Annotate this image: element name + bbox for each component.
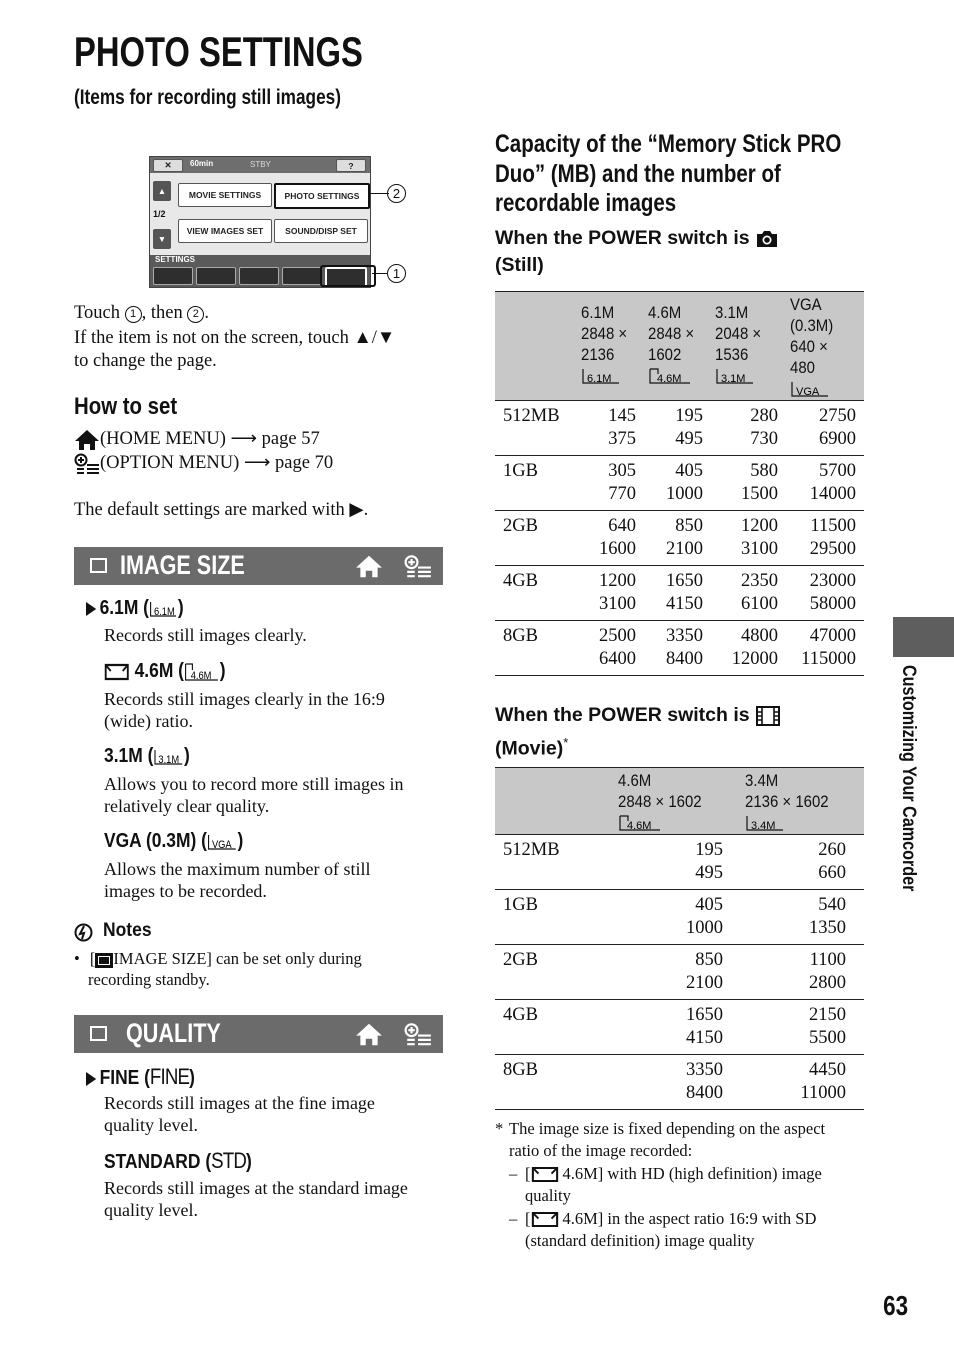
size-6-1m-heading: 6.1M ( 6.1M )	[86, 596, 184, 620]
quality-icon	[90, 1026, 107, 1041]
size-6-1m-icon	[581, 367, 621, 385]
svg-text:3.1M: 3.1M	[158, 753, 180, 766]
lcd-settings-label: SETTINGS	[155, 255, 196, 264]
page-change-instruction: If the item is not on the screen, touch ▲/▼	[74, 328, 396, 348]
how-to-set-heading: How to set	[74, 393, 178, 420]
size-vga-icon	[790, 380, 830, 398]
option-menu-icon	[404, 1022, 432, 1047]
table-header-corner	[495, 292, 577, 401]
size-4-6m-desc-2: (wide) ratio.	[104, 711, 193, 731]
table-header-row	[495, 292, 864, 401]
film-icon	[755, 705, 781, 727]
table-header-cell: 4.6M 2848 × 1602 4.6M	[644, 292, 711, 401]
callout-line-2	[369, 193, 389, 194]
table-row: 4GB 1200 3100 1650 4150 2350 6100 23000 58000	[495, 566, 864, 621]
page-subtitle: (Items for recording still images)	[74, 86, 341, 109]
notes-icon	[74, 923, 93, 942]
image-size-label: IMAGE SIZE	[120, 550, 245, 580]
page-number: 63	[883, 1290, 909, 1321]
svg-text:6.1M: 6.1M	[587, 373, 612, 385]
svg-text:3.1M: 3.1M	[721, 373, 746, 385]
home-icon	[355, 1022, 383, 1047]
fine-desc-2: quality level.	[104, 1115, 198, 1135]
table-row: 512MB 195 495 260 660	[495, 835, 864, 890]
size-3-1m-icon	[153, 747, 184, 767]
table-header-cell: 6.1M 2848 × 2136 6.1M	[577, 292, 644, 401]
table-row: 512MB 145 375 195 495 280 730 2750 6900	[495, 401, 864, 456]
note-item-cont: recording standby.	[88, 970, 210, 989]
lcd-sound-disp-button: SOUND/DISP SET	[274, 219, 368, 243]
size-4-6m-icon	[618, 814, 662, 832]
lcd-photo-settings-button: PHOTO SETTINGS	[274, 183, 370, 209]
camera-icon	[755, 229, 779, 249]
default-marker-icon	[86, 602, 96, 616]
svg-text:VGA: VGA	[796, 386, 820, 398]
size-6-1m-desc: Records still images clearly.	[104, 625, 307, 645]
lcd-movie-tab-icon	[153, 267, 193, 285]
table-row: 8GB 2500 6400 3350 8400 4800 12000 47000 115000	[495, 621, 864, 676]
lcd-help-button: ?	[336, 159, 366, 172]
option-menu-ref: (OPTION MENU) ⟶ page 70	[74, 452, 333, 475]
movie-heading: When the POWER switch is (Movie)*	[495, 702, 781, 763]
size-3-1m-icon	[715, 367, 755, 385]
standard-heading: STANDARD (STD)	[104, 1148, 252, 1173]
image-size-icon	[95, 953, 113, 968]
size-vga-desc-1: Allows the maximum number of still	[104, 859, 371, 879]
svg-text:VGA: VGA	[212, 838, 232, 851]
footnote-bullet-sd: – [ 4.6M] in the aspect ratio 16:9 with SD (standard definition) image quality	[509, 1209, 817, 1250]
lcd-display-tab-icon	[282, 267, 322, 285]
lcd-movie-settings-button: MOVIE SETTINGS	[178, 183, 272, 207]
footnote-bullet-hd: – [ 4.6M] with HD (high definition) image quality	[509, 1164, 822, 1205]
callout-line-1	[372, 273, 388, 274]
standard-desc-2: quality level.	[104, 1200, 198, 1220]
standard-desc-1: Records still images at the standard image	[104, 1178, 408, 1198]
inline-callout-1: 1	[125, 306, 142, 323]
option-menu-icon	[74, 453, 100, 475]
footnote-star: *	[495, 1119, 504, 1138]
svg-text:4.6M: 4.6M	[190, 669, 212, 682]
image-size-icon	[90, 558, 107, 573]
lcd-close-button: ✕	[153, 159, 183, 172]
size-3-4m-icon	[745, 814, 785, 832]
size-vga-icon	[207, 832, 238, 852]
size-3-1m-desc-1: Allows you to record more still images in	[104, 774, 404, 794]
quality-label: QUALITY	[126, 1018, 221, 1048]
home-menu-ref: (HOME MENU) ⟶ page 57	[74, 428, 320, 451]
note-bullet: •	[74, 949, 80, 968]
default-marker-icon	[86, 1072, 96, 1086]
chapter-tab-label: Customizing Your Camcorder	[898, 665, 919, 892]
lcd-view-images-button: VIEW IMAGES SET	[178, 219, 272, 243]
table-header-cell: 3.1M 2048 × 1536 3.1M	[711, 292, 786, 401]
size-4-6m-desc-1: Records still images clearly in the 16:9	[104, 689, 385, 709]
fine-heading: FINE (FINE)	[86, 1064, 195, 1090]
image-size-bar	[74, 547, 443, 585]
table-row: 1GB 305 770 405 1000 580 1500 5700 14000	[495, 456, 864, 511]
lcd-status: STBY	[250, 160, 271, 169]
size-3-1m-heading: 3.1M ( 3.1M )	[104, 744, 190, 767]
svg-text:4.6M: 4.6M	[657, 373, 682, 385]
table-row: 4GB 1650 4150 2150 5500	[495, 1000, 864, 1055]
lcd-page-indicator: 1/2	[153, 209, 166, 219]
table-header-corner	[495, 768, 614, 835]
touch-instruction: Touch 1 , then 2 .	[74, 303, 209, 323]
table-row: 2GB 640 1600 850 2100 1200 3100 11500 29500	[495, 511, 864, 566]
home-icon	[74, 429, 100, 451]
notes-heading: Notes	[74, 920, 156, 942]
lcd-play-tab-icon	[196, 267, 236, 285]
std-icon: STD	[211, 1148, 246, 1173]
size-vga-desc-2: images to be recorded.	[104, 881, 267, 901]
table-header-cell: 3.4M 2136 × 1602 3.4M	[741, 768, 864, 835]
option-menu-icon	[404, 554, 432, 579]
page-change-instruction-2: to change the page.	[74, 351, 217, 371]
callout-highlight-1	[320, 265, 376, 287]
fine-icon: FINE	[149, 1064, 190, 1089]
table-row: 1GB 405 1000 540 1350	[495, 890, 864, 945]
size-4-6m-heading: 4.6M ( 4.6M )	[104, 659, 225, 683]
svg-text:4.6M: 4.6M	[627, 820, 652, 832]
size-4-6m-icon	[648, 367, 692, 385]
capacity-heading: Capacity of the “Memory Stick PRO Duo” (MB) and the number of recordable images	[495, 130, 842, 217]
table-row: 8GB 3350 8400 4450 11000	[495, 1055, 864, 1110]
chapter-tab-marker	[893, 617, 954, 657]
lcd-battery: 60min	[190, 159, 214, 168]
size-3-1m-desc-2: relatively clear quality.	[104, 796, 270, 816]
fine-desc-1: Records still images at the fine image	[104, 1093, 375, 1113]
home-icon	[355, 554, 383, 579]
default-note: The default settings are marked with ▶.	[74, 500, 369, 520]
inline-callout-2: 2	[187, 306, 204, 323]
note-item: • [ IMAGE SIZE] can be set only during	[74, 949, 362, 968]
size-6-1m-icon	[149, 599, 178, 619]
wide-aspect-icon	[531, 1211, 559, 1228]
lcd-list-tab-icon	[239, 267, 279, 285]
svg-text:3.4M: 3.4M	[751, 820, 776, 832]
callout-1: 1	[387, 264, 406, 283]
footnote: * The image size is fixed depending on the aspect ratio of the image recorded: – [ 4.6M] with HD (high definition) image quality – [ 4.6M] in the aspect ratio 16:9 with SD (standard definition) image quality	[495, 1118, 867, 1251]
svg-text:6.1M: 6.1M	[154, 605, 175, 618]
movie-capacity-table	[495, 767, 864, 1110]
table-header-cell: VGA (0.3M) 640 × 480 VGA	[786, 292, 864, 401]
page-title: PHOTO SETTINGS	[74, 28, 363, 75]
still-capacity-table	[495, 291, 864, 676]
table-row: 2GB 850 2100 1100 2800	[495, 945, 864, 1000]
wide-aspect-icon	[104, 663, 130, 681]
size-vga-heading: VGA (0.3M) ( VGA )	[104, 829, 244, 852]
lcd-down-arrow-icon: ▼	[153, 229, 171, 249]
wide-aspect-icon	[531, 1166, 559, 1183]
still-heading: When the POWER switch is (Still)	[495, 225, 779, 279]
lcd-up-arrow-icon: ▲	[153, 181, 171, 201]
size-4-6m-icon	[184, 661, 220, 683]
table-header-cell: 4.6M 2848 × 1602 4.6M	[614, 768, 741, 835]
callout-2: 2	[387, 184, 406, 203]
quality-bar	[74, 1015, 443, 1053]
table-header-row	[495, 768, 864, 835]
